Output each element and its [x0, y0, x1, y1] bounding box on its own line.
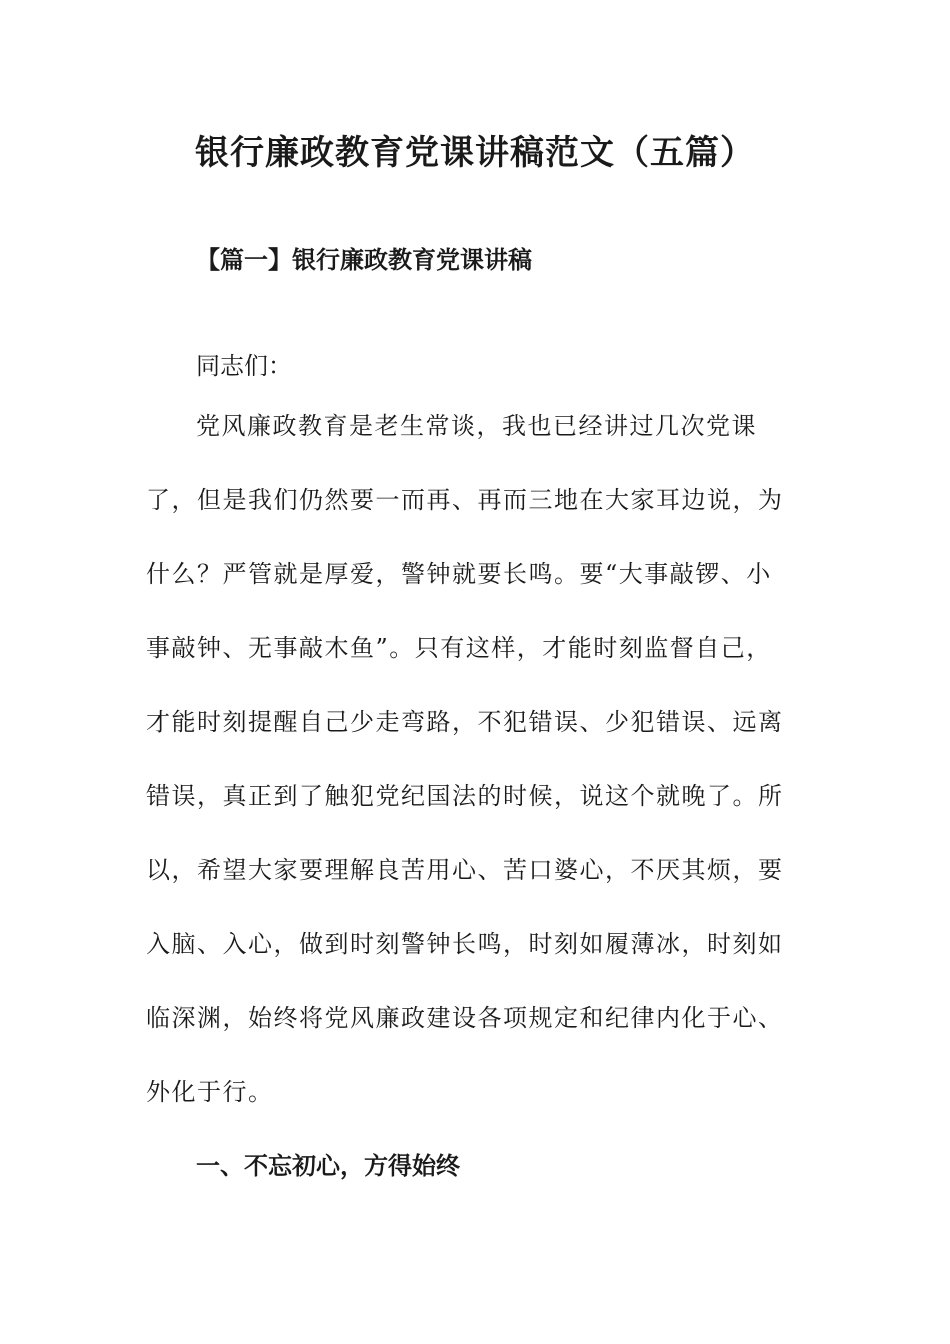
document-title: 银行廉政教育党课讲稿范文（五篇）: [195, 133, 755, 173]
paragraph-line: 外化于行。: [146, 1078, 274, 1106]
paragraph-line: 党风廉政教育是老生常谈，我也已经讲过几次党课: [196, 412, 757, 440]
paragraph-line: 事敲钟、无事敲木鱼”。只有这样，才能时刻监督自己，: [146, 634, 772, 662]
paragraph-line: 临深渊，始终将党风廉政建设各项规定和纪律内化于心、: [146, 1004, 784, 1032]
subheading: 一、不忘初心，方得始终: [196, 1151, 460, 1180]
paragraph-line: 什么？严管就是厚爱，警钟就要长鸣。要“大事敲锣、小: [146, 560, 772, 588]
salutation: 同志们：: [196, 352, 292, 380]
paragraph-line: 入脑、入心，做到时刻警钟长鸣，时刻如履薄冰，时刻如: [146, 930, 784, 958]
paragraph-line: 了，但是我们仍然要一而再、再而三地在大家耳边说，为: [146, 486, 784, 514]
paragraph-line: 错误，真正到了触犯党纪国法的时候，说这个就晚了。所: [146, 782, 784, 810]
paragraph-line: 以，希望大家要理解良苦用心、苦口婆心，不厌其烦，要: [146, 856, 784, 884]
section-heading: 【篇一】银行廉政教育党课讲稿: [196, 245, 532, 274]
body-paragraph: [146, 408, 806, 1148]
paragraph-line: 才能时刻提醒自己少走弯路，不犯错误、少犯错误、远离: [146, 708, 784, 736]
